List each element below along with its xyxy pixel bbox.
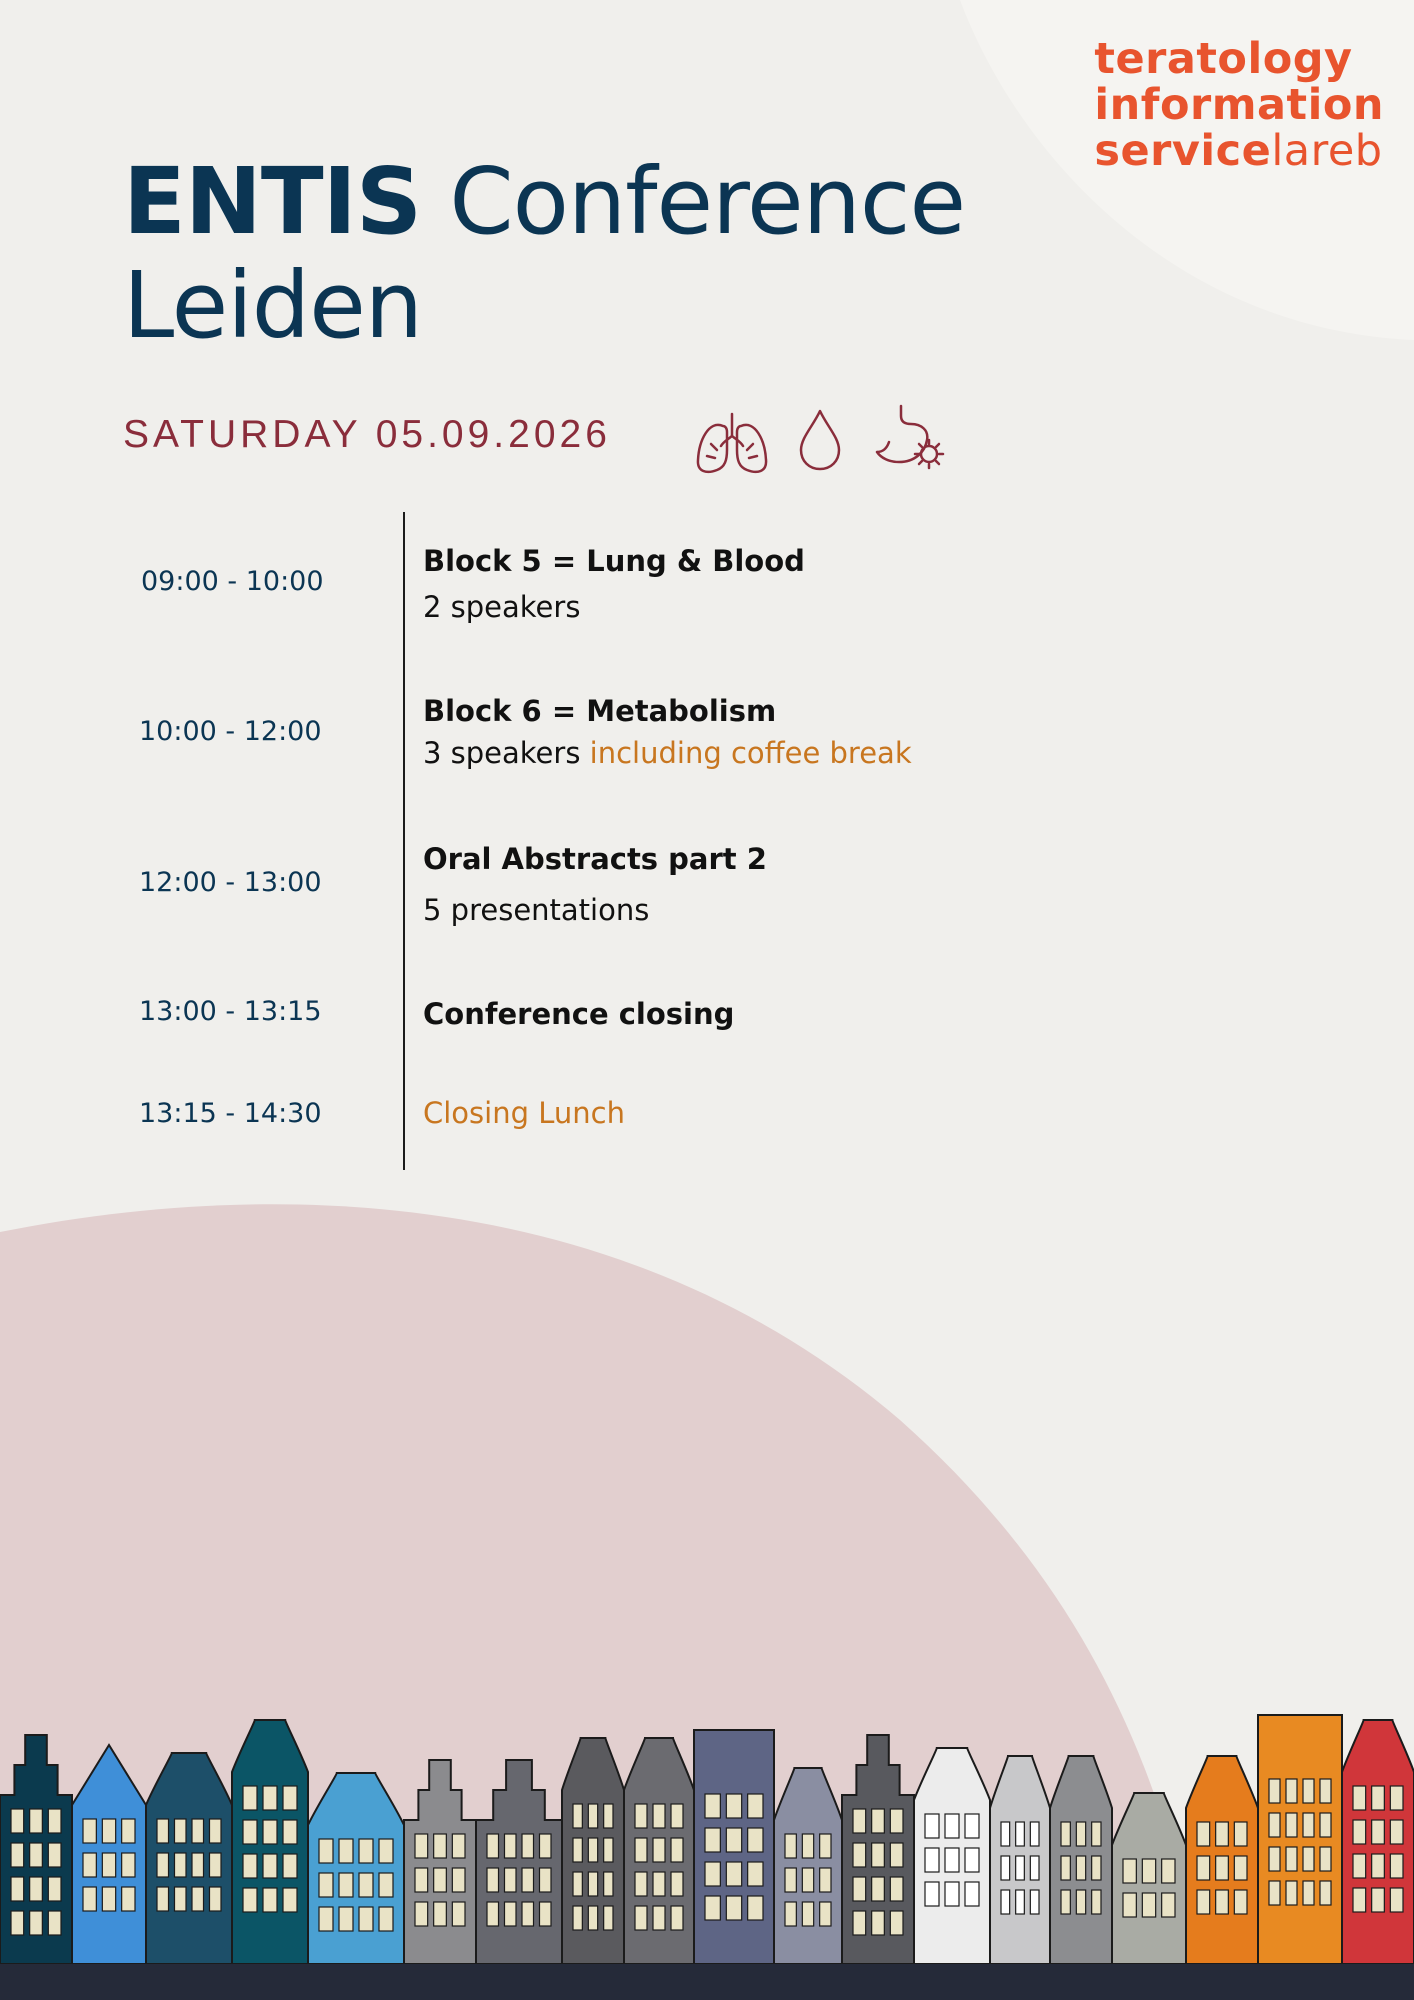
title-line-2: Leiden — [123, 252, 423, 359]
house-window — [157, 1887, 169, 1911]
house-window — [1320, 1813, 1331, 1837]
house-window — [210, 1887, 222, 1911]
slot-title: Block 6 = Metabolism — [423, 694, 777, 728]
house-window — [122, 1853, 135, 1877]
house-window — [263, 1854, 277, 1878]
house-window — [1162, 1893, 1175, 1917]
house-window — [705, 1862, 720, 1886]
house-window — [263, 1786, 277, 1810]
house-window — [339, 1873, 353, 1897]
house-window — [263, 1888, 277, 1912]
house-window — [1016, 1890, 1025, 1914]
house-window — [785, 1902, 796, 1926]
house-window — [1142, 1859, 1155, 1883]
logo-line-2: information — [1094, 80, 1384, 130]
house-window — [522, 1834, 534, 1858]
house-window — [1197, 1890, 1210, 1914]
house-window — [705, 1896, 720, 1920]
title-entis: ENTIS — [123, 148, 422, 255]
house-window — [157, 1819, 169, 1843]
house-window — [573, 1804, 582, 1828]
event-date: SATURDAY 05.09.2026 — [123, 413, 611, 456]
house-window — [1061, 1822, 1070, 1846]
house-window — [1061, 1856, 1070, 1880]
house-window — [1234, 1822, 1247, 1846]
house-window — [1076, 1856, 1085, 1880]
house-window — [1016, 1822, 1025, 1846]
house-window — [604, 1804, 613, 1828]
house-window — [319, 1907, 333, 1931]
house-window — [802, 1868, 813, 1892]
house-window — [872, 1877, 885, 1901]
house-window — [1076, 1822, 1085, 1846]
logo-service: service — [1094, 126, 1272, 176]
time-label: 10:00 - 12:00 — [139, 716, 322, 747]
time-label: 13:15 - 14:30 — [139, 1098, 322, 1129]
house-window — [1303, 1847, 1314, 1871]
house-window — [820, 1902, 831, 1926]
house-window — [1372, 1888, 1385, 1912]
house-window — [1320, 1779, 1331, 1803]
house-window — [635, 1838, 647, 1862]
house-window — [1303, 1813, 1314, 1837]
house-window — [1216, 1822, 1229, 1846]
house-window — [434, 1834, 447, 1858]
house-window — [359, 1907, 373, 1931]
house — [308, 1773, 404, 1964]
house-window — [1286, 1779, 1297, 1803]
house-window — [573, 1872, 582, 1896]
house-window — [945, 1814, 959, 1838]
slot-subtitle: 5 presentations — [423, 893, 650, 927]
house-window — [83, 1853, 96, 1877]
house-window — [434, 1868, 447, 1892]
house — [1258, 1715, 1342, 1964]
house-window — [1092, 1822, 1101, 1846]
house-window — [48, 1843, 61, 1867]
house-window — [102, 1819, 115, 1843]
house-window — [1001, 1822, 1010, 1846]
house-window — [872, 1911, 885, 1935]
house-window — [1269, 1813, 1280, 1837]
house-window — [1353, 1820, 1366, 1844]
house-window — [540, 1902, 552, 1926]
house-window — [890, 1877, 903, 1901]
house-window — [102, 1853, 115, 1877]
house-window — [283, 1888, 297, 1912]
house-window — [1197, 1856, 1210, 1880]
house-window — [339, 1907, 353, 1931]
house-window — [243, 1820, 257, 1844]
house-window — [522, 1868, 534, 1892]
house-window — [505, 1834, 517, 1858]
slot-subtitle: 2 speakers — [423, 590, 581, 624]
house-window — [415, 1834, 428, 1858]
house-window — [726, 1794, 741, 1818]
house-window — [853, 1911, 866, 1935]
house-window — [11, 1809, 24, 1833]
house-window — [653, 1906, 665, 1930]
house-window — [635, 1804, 647, 1828]
house-window — [30, 1877, 43, 1901]
house-window — [379, 1839, 393, 1863]
house-window — [820, 1868, 831, 1892]
house-window — [965, 1882, 979, 1906]
house-window — [1372, 1786, 1385, 1810]
house-window — [604, 1838, 613, 1862]
house-window — [48, 1809, 61, 1833]
house-window — [604, 1872, 613, 1896]
house-window — [785, 1834, 796, 1858]
house-window — [30, 1809, 43, 1833]
house-window — [820, 1834, 831, 1858]
house-window — [1061, 1890, 1070, 1914]
house-window — [1234, 1890, 1247, 1914]
house-window — [102, 1887, 115, 1911]
house-window — [1142, 1893, 1155, 1917]
house-window — [243, 1854, 257, 1878]
house-window — [653, 1804, 665, 1828]
house-window — [1372, 1820, 1385, 1844]
house-window — [1320, 1881, 1331, 1905]
house-window — [192, 1853, 204, 1877]
house-window — [853, 1877, 866, 1901]
house-window — [671, 1906, 683, 1930]
house-window — [1269, 1881, 1280, 1905]
house-window — [1353, 1786, 1366, 1810]
house-window — [505, 1902, 517, 1926]
time-label: 13:00 - 13:15 — [139, 996, 322, 1027]
house-window — [30, 1911, 43, 1935]
house-window — [748, 1794, 763, 1818]
time-label: 09:00 - 10:00 — [141, 566, 324, 597]
house-window — [588, 1872, 597, 1896]
house-window — [243, 1786, 257, 1810]
house-window — [726, 1862, 741, 1886]
house-window — [802, 1834, 813, 1858]
house-window — [635, 1872, 647, 1896]
house-window — [415, 1902, 428, 1926]
house-window — [11, 1843, 24, 1867]
title-conference: Conference — [421, 148, 966, 255]
house — [476, 1760, 562, 1964]
house-window — [48, 1877, 61, 1901]
house-window — [415, 1868, 428, 1892]
house-window — [705, 1828, 720, 1852]
house-window — [1286, 1881, 1297, 1905]
house-window — [726, 1896, 741, 1920]
house-window — [890, 1911, 903, 1935]
house-window — [1303, 1881, 1314, 1905]
house-window — [1390, 1888, 1403, 1912]
house-window — [1016, 1856, 1025, 1880]
house-window — [11, 1877, 24, 1901]
house-window — [1269, 1847, 1280, 1871]
house-window — [748, 1828, 763, 1852]
house-window — [890, 1809, 903, 1833]
slot-subtitle-accent: including coffee break — [589, 736, 912, 770]
house-window — [802, 1902, 813, 1926]
house-window — [853, 1843, 866, 1867]
house-window — [434, 1902, 447, 1926]
house-window — [452, 1834, 465, 1858]
house-window — [705, 1794, 720, 1818]
house-window — [1030, 1822, 1039, 1846]
slot-title: Oral Abstracts part 2 — [423, 842, 767, 876]
house-window — [1286, 1847, 1297, 1871]
house-window — [925, 1882, 939, 1906]
slot-subtitle-accent: Closing Lunch — [423, 1096, 625, 1130]
house-window — [379, 1907, 393, 1931]
slot-subtitle-main: 3 speakers — [423, 736, 581, 770]
house-window — [1390, 1786, 1403, 1810]
house-window — [653, 1872, 665, 1896]
house-window — [157, 1853, 169, 1877]
house-window — [945, 1848, 959, 1872]
house-window — [452, 1902, 465, 1926]
slot-title: Block 5 = Lung & Blood — [423, 544, 805, 578]
house-window — [1234, 1856, 1247, 1880]
house-window — [671, 1804, 683, 1828]
house-window — [945, 1882, 959, 1906]
house-window — [1197, 1822, 1210, 1846]
house-window — [588, 1906, 597, 1930]
house — [774, 1768, 842, 1964]
house-window — [1001, 1856, 1010, 1880]
logo-line-1: teratology — [1094, 34, 1353, 84]
house-window — [263, 1820, 277, 1844]
house-window — [671, 1838, 683, 1862]
house-window — [1269, 1779, 1280, 1803]
house-window — [339, 1839, 353, 1863]
house-window — [48, 1911, 61, 1935]
house-window — [872, 1843, 885, 1867]
house-window — [452, 1868, 465, 1892]
house-window — [192, 1819, 204, 1843]
house-window — [83, 1819, 96, 1843]
house-window — [122, 1887, 135, 1911]
house-window — [540, 1868, 552, 1892]
house-window — [965, 1848, 979, 1872]
house-window — [1001, 1890, 1010, 1914]
house-window — [487, 1868, 499, 1892]
house-window — [726, 1828, 741, 1852]
house-window — [283, 1854, 297, 1878]
house-window — [890, 1843, 903, 1867]
house-window — [1320, 1847, 1331, 1871]
house-window — [175, 1819, 187, 1843]
house-window — [487, 1902, 499, 1926]
house-window — [319, 1873, 333, 1897]
house-window — [785, 1868, 796, 1892]
house-window — [1076, 1890, 1085, 1914]
time-label: 12:00 - 13:00 — [139, 867, 322, 898]
house-window — [748, 1896, 763, 1920]
house-window — [122, 1819, 135, 1843]
house-window — [175, 1853, 187, 1877]
house-window — [319, 1839, 333, 1863]
house-window — [1286, 1813, 1297, 1837]
house-window — [588, 1838, 597, 1862]
house — [404, 1760, 476, 1964]
house-window — [1390, 1854, 1403, 1878]
house-window — [925, 1848, 939, 1872]
house-window — [653, 1838, 665, 1862]
footer-bar — [0, 1964, 1414, 2000]
house-window — [1092, 1890, 1101, 1914]
house-window — [671, 1872, 683, 1896]
house-window — [1216, 1856, 1229, 1880]
house-window — [1353, 1888, 1366, 1912]
house-window — [573, 1838, 582, 1862]
house-window — [83, 1887, 96, 1911]
house-window — [1216, 1890, 1229, 1914]
house-window — [1372, 1854, 1385, 1878]
slot-title: Conference closing — [423, 997, 735, 1031]
house-window — [1162, 1859, 1175, 1883]
house-window — [1303, 1779, 1314, 1803]
house-window — [30, 1843, 43, 1867]
house-window — [748, 1862, 763, 1886]
house-window — [487, 1834, 499, 1858]
house-window — [1123, 1859, 1136, 1883]
house-window — [210, 1819, 222, 1843]
house-window — [359, 1873, 373, 1897]
house-window — [210, 1853, 222, 1877]
house-window — [283, 1786, 297, 1810]
house-window — [965, 1814, 979, 1838]
house-window — [379, 1873, 393, 1897]
house-window — [1353, 1854, 1366, 1878]
house-window — [522, 1902, 534, 1926]
house-window — [11, 1911, 24, 1935]
house-window — [635, 1906, 647, 1930]
house-window — [243, 1888, 257, 1912]
house-window — [1123, 1893, 1136, 1917]
house-window — [588, 1804, 597, 1828]
house-window — [359, 1839, 373, 1863]
house-window — [604, 1906, 613, 1930]
house-window — [175, 1887, 187, 1911]
house-window — [853, 1809, 866, 1833]
house-window — [1390, 1820, 1403, 1844]
house-window — [1030, 1856, 1039, 1880]
house-window — [573, 1906, 582, 1930]
house-window — [283, 1820, 297, 1844]
logo-lareb: lareb — [1271, 126, 1383, 176]
house-window — [192, 1887, 204, 1911]
house-window — [540, 1834, 552, 1858]
house-window — [505, 1868, 517, 1892]
house-window — [1030, 1890, 1039, 1914]
house-window — [872, 1809, 885, 1833]
house-window — [925, 1814, 939, 1838]
house-window — [1092, 1856, 1101, 1880]
